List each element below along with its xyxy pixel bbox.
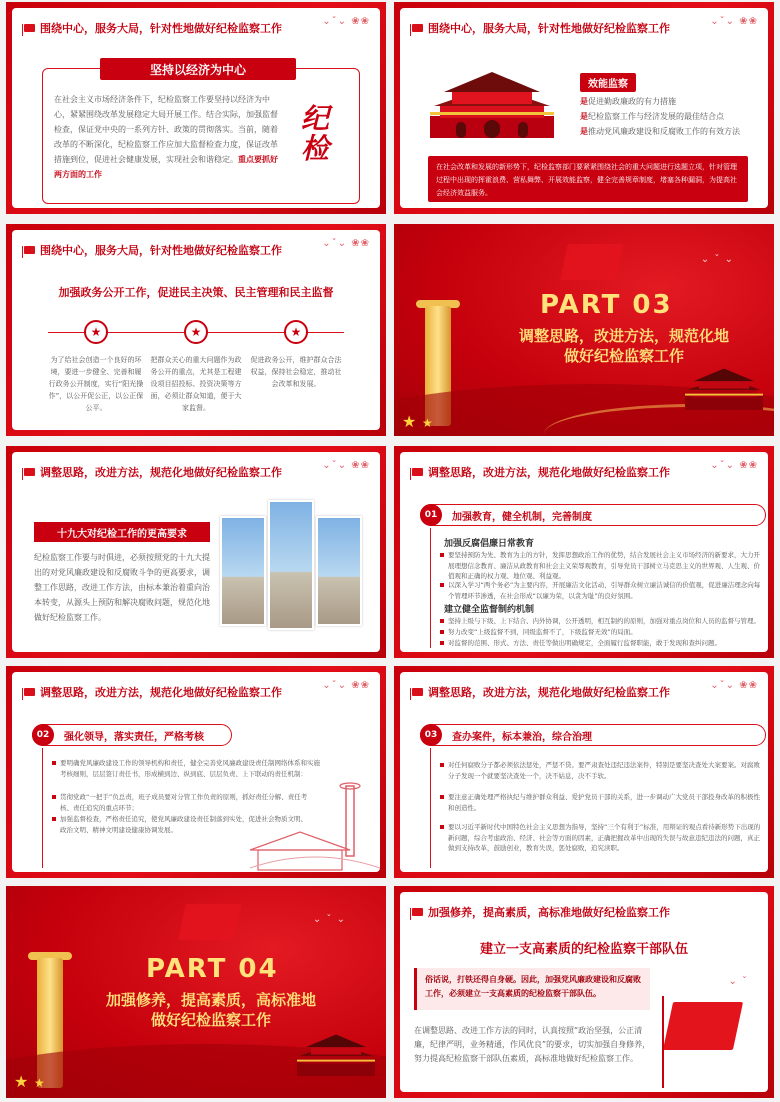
slide-header <box>412 903 728 921</box>
section-title: 坚持以经济为中心 <box>100 58 296 80</box>
birds-deco-icon: ⌄ˇ⌄ ❀❀ <box>710 16 758 27</box>
part-subtitle: 加强修养，提高素质，高标准地做好纪检监察工作 <box>106 991 317 1029</box>
header-text: 围绕中心，服务大局，针对性地做好纪检监察工作 <box>428 22 670 35</box>
header-text: 调整思路，改进方法，规范化地做好纪检监察工作 <box>428 466 670 479</box>
star-icon: ★ <box>284 320 308 344</box>
list-item: 是促进勤政廉政的有力措施 <box>580 97 676 106</box>
numbered-heading <box>32 724 232 746</box>
flag-icon <box>412 688 423 696</box>
slide-panel <box>400 892 768 1092</box>
column-text: 把群众关心的重大问题作为政务公开的重点，尤其是工程建设项目招投标、投资决策等方面，必须让群众知道，便于大家监督。 <box>150 356 242 412</box>
birds-deco-icon: ⌄ ˇ ⌄ <box>700 254 734 265</box>
star-icon: ★ <box>34 1076 45 1090</box>
header-text: 加强修养，提高素质，高标准地做好纪检监察工作 <box>428 906 670 919</box>
section-title: 加强政务公开工作，促进民主决策、民主管理和民主监督 <box>58 286 334 299</box>
birds-deco-icon: ⌄ˇ⌄ ❀❀ <box>322 16 370 27</box>
body-text: 在调整思路、改进工作方法的同时，认真按照“政治坚强，公正清廉，纪律严明，业务精通，作风优良”的要求，切实加强自身修养，努力提高纪检监察干部队伍素质，高标准地做好纪检监察工作。 <box>414 1026 651 1063</box>
flag-pole <box>662 996 664 1088</box>
tiananmen-gate-icon <box>430 68 554 138</box>
bullet-text: 对任何腐败分子都必须依法惩处，严惩不贷。要严肃查处违纪违法案件，特别是要坚决查处大案要案。对腐败分子发现一个就要坚决查处一个，决不姑息，决不手软。 <box>448 760 764 781</box>
birds-deco-icon: ⌄ˇ⌄ ❀❀ <box>322 680 370 691</box>
part-number: PART 03 <box>540 290 673 320</box>
birds-deco-icon: ⌄ ˇ <box>728 976 748 987</box>
tiananmen-gate-icon <box>684 366 764 410</box>
bullet-text: 贯彻党政“一把手”负总责，班子成员要对分管工作负责的原则，抓好责任分解、责任考核、责任追究的重点环节； <box>60 792 310 813</box>
slide-1[interactable] <box>6 2 386 214</box>
bullet-text: 坚持上级与下级、上下结合、内外协调，公开透明，相互制约的原则，加强对重点岗位和人员的监督与管理。 <box>448 616 764 627</box>
body-text: 纪检监察工作要与时俱进，必须按照党的十九大提出的对党风廉政建设和反腐败斗争的更高要求，调整工作思路，改进工作方法，由标本兼治着重向治本转变，从源头上预防和解决腐败问题，规范化地做好纪检监察工作。 <box>34 553 210 622</box>
column-text: 为了给社会创造一个良好的环境，要进一步健全、完善和履行政务公开制度，实行“阳光操作”，以公开促公正，以公正保公平。 <box>48 356 144 412</box>
bullet-text: 加强监督检查，严格责任追究，使党风廉政建设责任制落到实处，促进社会物质文明、政治文明、精神文明建设健康协调发展。 <box>60 814 310 835</box>
hall-photo <box>316 516 362 626</box>
star-icon: ★ <box>14 1072 29 1091</box>
flag-icon <box>178 904 242 940</box>
header-text: 调整思路，改进方法，规范化地做好纪检监察工作 <box>40 686 282 699</box>
birds-deco-icon: ⌄ˇ⌄ ❀❀ <box>710 460 758 471</box>
item-list <box>580 94 768 139</box>
section-title: 建立一支高素质的纪检监察干部队伍 <box>479 942 688 957</box>
star-icon: ★ <box>402 412 417 431</box>
flag-icon <box>412 24 423 32</box>
number-badge: 02 <box>32 724 54 746</box>
slide-header <box>412 683 728 701</box>
section-label: 效能监察 <box>580 72 636 92</box>
bullet-text: 要以习近平新时代中国特色社会主义思想为指导，坚持“三个有利于”标准，用辩证的观点看待新形势下出现的新问题，综合考虑政治、经济、社会等方面的因素，正确把握改革中出现的失误与故意违纪违法的问题，真正做到支持改革，鼓励创业，教育失误，惩处腐败，追究渎职。 <box>448 822 764 854</box>
slide-8[interactable] <box>394 666 774 878</box>
timeline-line <box>430 528 431 648</box>
slide-panel <box>12 230 380 430</box>
quote-box: 俗话说，打铁还得自身硬。因此，加强党风廉政建设和反腐败工作，必须建立一支高素质的纪检监察干部队伍。 <box>414 968 650 1010</box>
tiananmen-gate-icon <box>296 1032 376 1076</box>
hall-photo <box>268 500 314 630</box>
flag-icon <box>24 24 35 32</box>
numbered-heading-text: 强化领导，落实责任，严格考核 <box>64 731 204 743</box>
slide-10[interactable] <box>394 886 774 1098</box>
slide-header <box>24 463 340 481</box>
slide-header <box>24 241 340 259</box>
list-item: 是推动党风廉政建设和反腐败工作的有效方法 <box>580 127 740 136</box>
timeline-line <box>42 748 43 868</box>
slide-header <box>24 19 340 37</box>
number-badge: 03 <box>420 724 442 746</box>
numbered-heading-text: 查办案件，标本兼治，综合治理 <box>452 731 592 743</box>
part-subtitle: 调整思路，改进方法，规范化地做好纪检监察工作 <box>518 327 729 365</box>
birds-deco-icon: ⌄ˇ⌄ ❀❀ <box>710 680 758 691</box>
slide-header <box>412 19 728 37</box>
subheading: 加强反腐倡廉日常教育 <box>444 539 535 549</box>
slide-panel <box>12 452 380 652</box>
number-badge: 01 <box>420 504 442 526</box>
flag-icon <box>412 468 423 476</box>
numbered-heading <box>420 504 766 526</box>
bullet-text: 要坚持预防为先、教育为主的方针，发挥思想政治工作的优势，结合发展社会主义市场经济的新要求，大力开展理想信念教育、廉洁从政教育和社会主义荣辱观教育，引导党员干部树立马克思主义的世界观、人生观、价值观和正确的权力观、地位观、利益观。 <box>448 550 764 582</box>
flag-icon <box>24 246 35 254</box>
flag-icon <box>24 468 35 476</box>
star-icon: ★ <box>184 320 208 344</box>
star-icon: ★ <box>84 320 108 344</box>
flag-icon <box>24 688 35 696</box>
slide-9-part[interactable] <box>6 886 386 1098</box>
slide-2[interactable] <box>394 2 774 214</box>
bullet-text: 要注意正确处理严格执纪与维护群众利益、爱护党员干部的关系，进一步调动广大党员干部投身改革的积极性和创造性。 <box>448 792 764 813</box>
bullet-text: 以深入学习“两个务必”为主要内容，开展廉洁文化活动，引导群众树立廉洁诚信的价值观，促进廉洁理念向每个管理环节渗透，在社会形成“以廉为荣，以贪为耻”的良好氛围。 <box>448 580 764 601</box>
section-title: 十九大对纪检工作的更高要求 <box>34 522 210 542</box>
birds-deco-icon: ⌄ˇ⌄ ❀❀ <box>322 460 370 471</box>
slide-7[interactable] <box>6 666 386 878</box>
slide-3[interactable] <box>6 224 386 436</box>
slide-panel <box>400 8 768 208</box>
slide-header <box>24 683 340 701</box>
list-item: 是纪检监察工作与经济发展的最佳结合点 <box>580 112 724 121</box>
subheading: 建立健全监督制约机制 <box>444 605 535 615</box>
bullet-text: 要明确党风廉政建设工作的领导机构和责任，健全完善党风廉政建设责任制网络体系和实施考核细则，层层签订责任书，形成横到边、纵到底、层层负责、上下联动的责任机制： <box>60 759 320 778</box>
column-text: 促进政务公开，维护群众合法权益，保持社会稳定，推动社会改革和发展。 <box>250 356 342 388</box>
calligraphy-art <box>284 104 346 164</box>
calligraphy-char: 检 <box>300 132 329 165</box>
flag-icon <box>412 908 423 916</box>
slide-panel <box>12 8 380 208</box>
calligraphy-char: 纪 <box>300 102 329 135</box>
header-text: 围绕中心，服务大局，针对性地做好纪检监察工作 <box>40 22 282 35</box>
monument-sketch-icon <box>250 776 380 872</box>
numbered-heading <box>420 724 766 746</box>
slide-header <box>412 463 728 481</box>
body-text-main: 在社会主义市场经济条件下，纪检监察工作要坚持以经济为中心，紧紧围绕改革发展稳定大局开展工作。结合实际，加强监督检查，保证党中央的一系列方针、政策的贯彻落实。当前，随着改革的不断深化，纪检监察工作应加大监督检查力度，保证改革措施到位，促进社会健康发展，实现社会和谐稳定。 <box>54 95 278 164</box>
body-text <box>54 92 284 182</box>
flag-icon <box>663 1002 743 1050</box>
body-emphasis: 重点要抓好两方面的工作 <box>54 155 278 179</box>
numbered-heading-text: 加强教育，健全机制，完善制度 <box>452 511 592 523</box>
summary-band: 在社会改革和发展的新形势下，纪检监察部门要紧紧围绕社会的重大问题进行选题立项，针对管理过程中出现的挥霍浪费、营私舞弊、开展效能监察，健全完善规章制度，堵塞各种漏洞，为提高社会经济效益服务。 <box>428 156 748 202</box>
header-text: 调整思路，改进方法，规范化地做好纪检监察工作 <box>428 686 670 699</box>
bullet-text: 努力改变“上级监督不到，同级监督不了，下级监督无效”的局面。 <box>448 627 764 638</box>
star-icon: ★ <box>422 416 433 430</box>
bullet-text: 对监督的范围、形式、方法、责任等做出明确规定，全面履行监督职能，敢于发现和查纠问题。 <box>448 638 764 649</box>
header-text: 调整思路，改进方法，规范化地做好纪检监察工作 <box>40 466 282 479</box>
birds-deco-icon: ⌄ˇ⌄ ❀❀ <box>322 238 370 249</box>
slide-panel <box>12 672 380 872</box>
header-text: 围绕中心，服务大局，针对性地做好纪检监察工作 <box>40 244 282 257</box>
slide-6[interactable] <box>394 446 774 658</box>
slide-5[interactable] <box>6 446 386 658</box>
birds-deco-icon: ⌄ ˇ ⌄ <box>312 914 346 925</box>
slide-4-part[interactable] <box>394 224 774 436</box>
slide-panel <box>400 452 768 652</box>
timeline-line <box>430 748 431 868</box>
hall-photo <box>220 516 266 626</box>
flag-icon <box>560 244 624 280</box>
part-number: PART 04 <box>146 954 279 984</box>
slide-panel <box>400 672 768 872</box>
